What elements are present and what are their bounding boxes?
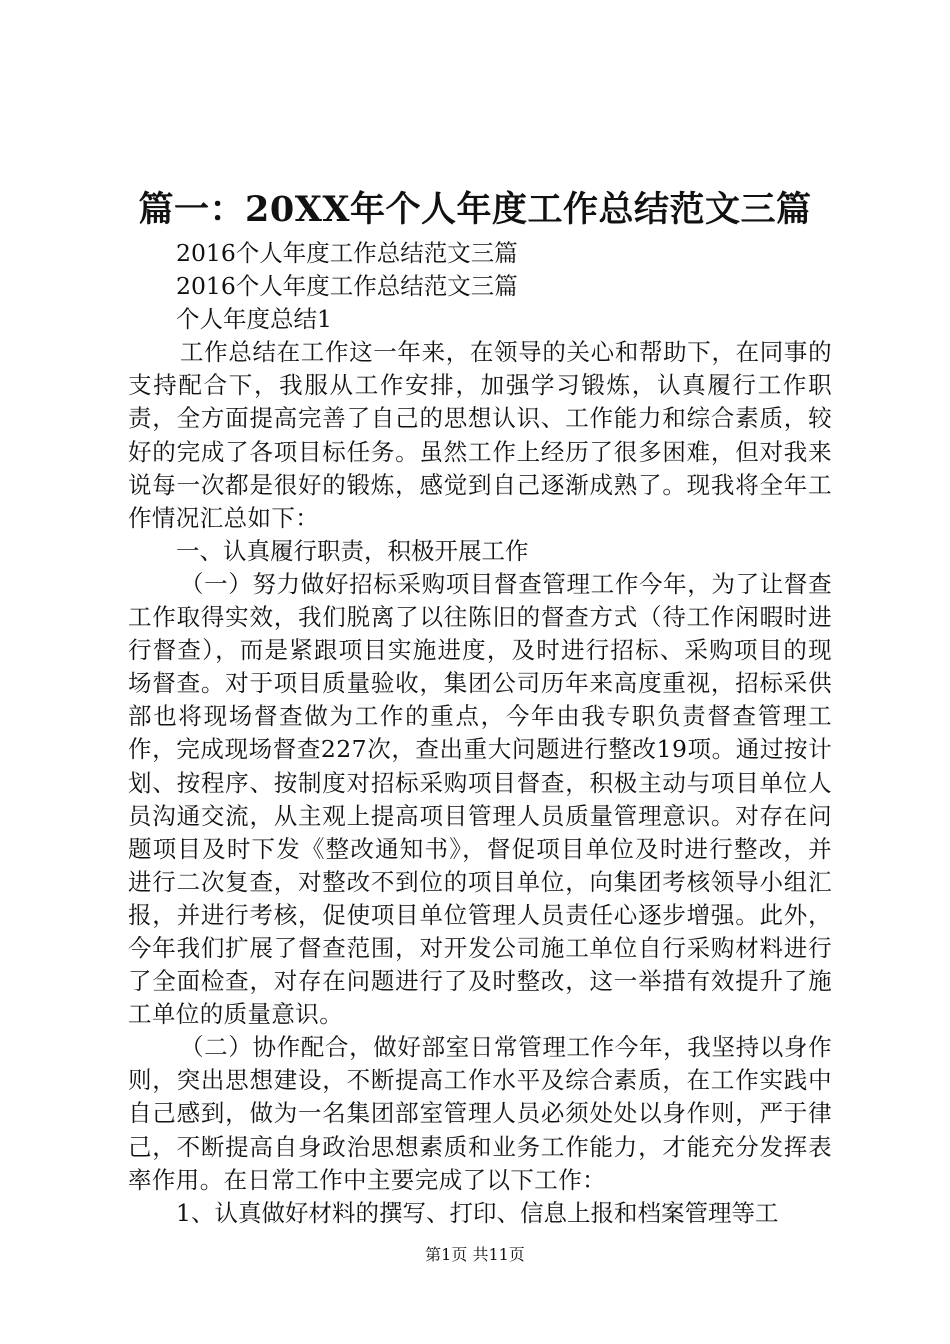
document-body <box>128 237 832 1230</box>
body-paragraph: 1、认真做好材料的撰写、打印、信息上报和档案管理等工 <box>176 1198 779 1227</box>
document-title: 篇一：20XX年个人年度工作总结范文三篇 <box>138 189 812 230</box>
section-heading: 个人年度总结1 <box>176 305 332 334</box>
subtitle-line: 2016个人年度工作总结范文三篇 <box>176 239 518 267</box>
subtitle-line: 2016个人年度工作总结范文三篇 <box>176 272 518 301</box>
body-paragraph: （二）协作配合，做好部室日常管理工作今年，我坚持以身作则，突出思想建设，不断提高工作水平及综合素质，在工作实践中自己感到，做为一名集团部室管理人员必须处处以身作则，严于律己，不断提高自身政治思想素质和业务工作能力，才能充分发挥表率作用。在日常工作中主要完成了以下工作： <box>128 1033 832 1194</box>
body-paragraph: （一）努力做好招标采购项目督查管理工作今年，为了让督查工作取得实效，我们脱离了以往陈旧的督查方式（待工作闲暇时进行督查），而是紧跟项目实施进度，及时进行招标、采购项目的现场督查。对于项目质量验收，集团公司历年来高度重视，招标采供部也将现场督查做为工作的重点，今年由我专职负责督查管理工作，完成现场督查227次，查出重大问题进行整改19项。通过按计划、按程序、按制度对招标采购项目督查，积极主动与项目单位人员沟通交流，从主观上提高项目管理人员质量管理意识。对存在问题项目及时下发《整改通知书》，督促项目单位及时进行整改，并进行二次复查，对整改不到位的项目单位，向集团考核领导小组汇报，并进行考核，促使项目单位管理人员责任心逐步增强。此外，今年我们扩展了督查范围，对开发公司施工单位自行采购材料进行了全面检查，对存在问题进行了及时整改，这一举措有效提升了施工单位的质量意识。 <box>128 569 832 1029</box>
body-paragraph: 工作总结在工作这一年来，在领导的关心和帮助下，在同事的支持配合下，我服从工作安排，加强学习锻炼，认真履行工作职责，全方面提高完善了自己的思想认识、工作能力和综合素质，较好的完成了各项目标任务。虽然工作上经历了很多困难，但对我来说每一次都是很好的锻炼，感觉到自己逐渐成熟了。现我将全年工作情况汇总如下： <box>128 338 832 532</box>
page-footer: 第1页 共11页 <box>425 1245 525 1264</box>
section-subheading: 一、认真履行职责，积极开展工作 <box>176 536 529 565</box>
